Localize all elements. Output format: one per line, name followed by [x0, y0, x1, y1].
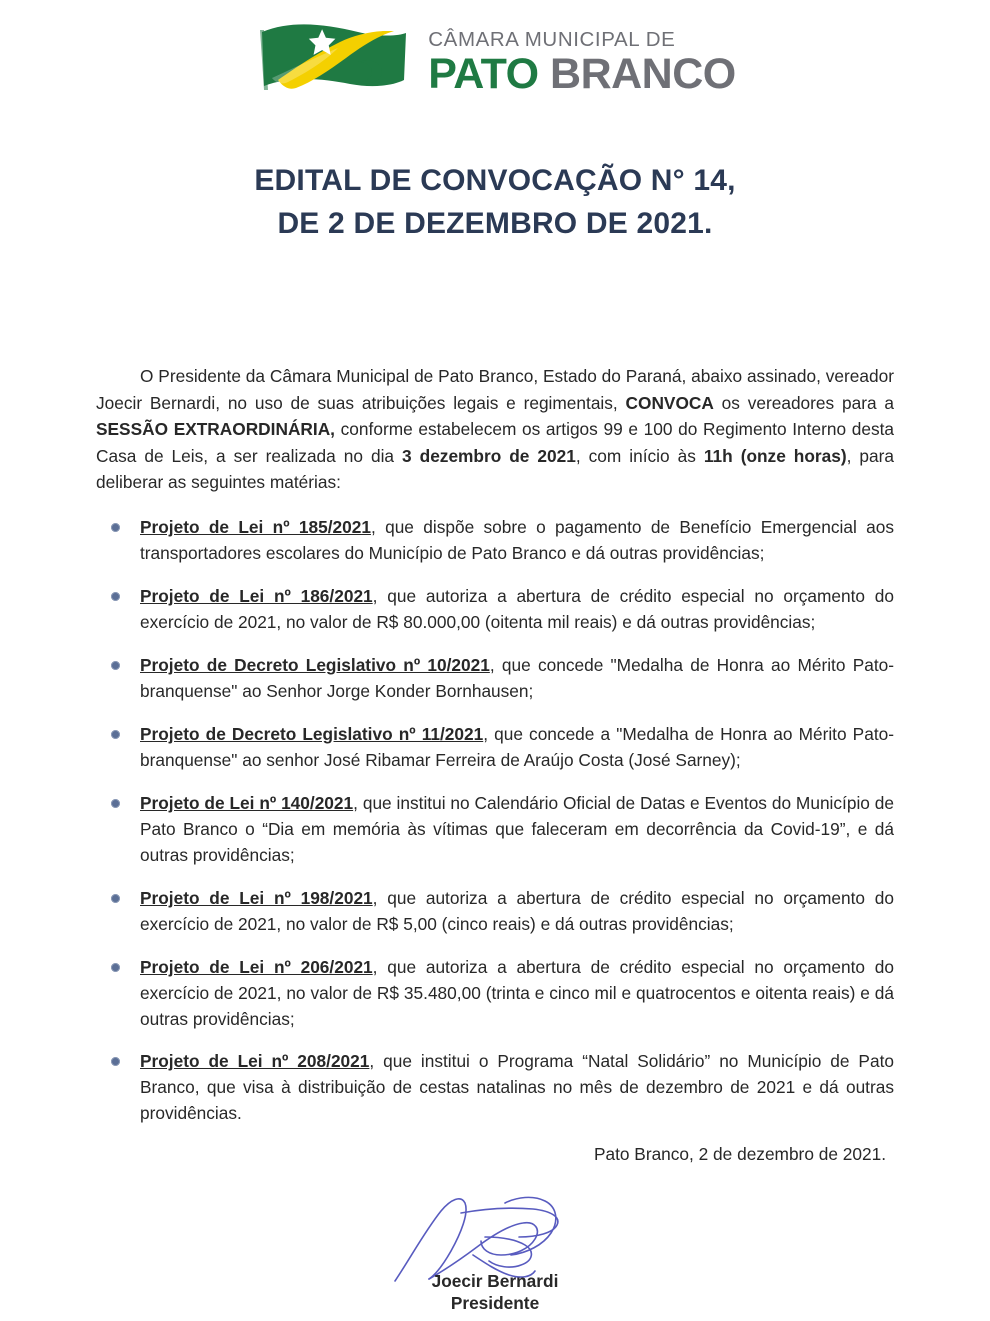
page-title — [0, 160, 990, 245]
intro-seg-7: , com início às — [575, 445, 704, 466]
intro-seg-9: , para deliberar as seguintes matérias: — [96, 445, 895, 492]
list-item-text: , que institui no Calendário Oficial de Datas e Eventos do Município de Pato Branco o “Dia em memória às vítimas que faleceram em decorrência da Covid-19”, e dá outras providências; — [140, 792, 894, 865]
intro-seg-convoca: CONVOCA — [625, 392, 714, 413]
list-item-lead: Projeto de Lei nº 208/2021 — [140, 1051, 370, 1072]
bullet-icon — [111, 894, 120, 903]
intro-seg-date: 3 dezembro de 2021 — [402, 445, 576, 466]
list-item — [96, 653, 894, 705]
list-item-lead: Projeto de Decreto Legislativo nº 10/2021 — [140, 655, 490, 676]
list-item-lead: Projeto de Decreto Legislativo nº 11/2021 — [140, 724, 484, 745]
list-item — [96, 584, 894, 636]
brazilian-state-flag-icon — [254, 18, 414, 110]
list-item-text: , que autoriza a abertura de crédito especial no orçamento do exercício de 2021, no valor de R$ 35.480,00 (trinta e cinco mil e quatrocentos e oitenta reais) e dá outras providências; — [140, 956, 894, 1029]
list-item-lead: Projeto de Lei nº 198/2021 — [140, 887, 373, 908]
bullet-icon — [111, 963, 120, 972]
logo-word-pato: PATO — [428, 49, 539, 98]
list-item-text: , que dispõe sobre o pagamento de Benefício Emergencial aos transportadores escolares do Município de Pato Branco e dá outras providências; — [140, 517, 894, 564]
intro-seg-time: 11h (onze horas) — [703, 445, 847, 466]
list-item-text: , que institui o Programa “Natal Solidário” no Município de Pato Branco, que visa à distribuição de cestas natalinas no mês de dezembro de 2021 e dá outras providências. — [140, 1051, 894, 1124]
bullet-icon — [111, 1057, 120, 1066]
bullet-icon — [111, 523, 120, 532]
bullet-icon — [111, 592, 120, 601]
bullet-icon — [111, 661, 120, 670]
logo-word-branco: BRANCO — [550, 49, 736, 98]
document-body — [96, 363, 894, 1321]
agenda-list — [96, 515, 894, 1127]
list-item-lead: Projeto de Lei nº 206/2021 — [140, 956, 373, 977]
intro-seg-3: os vereadores para a — [713, 392, 894, 413]
list-item — [96, 722, 894, 774]
list-item-text: , que concede a "Medalha de Honra ao Mérito Pato-branquense" ao senhor José Ribamar Ferreira de Araújo Costa (José Sarney); — [140, 724, 894, 771]
intro-seg-1: O Presidente da Câmara Municipal de Pato Branco, Estado do Paraná, abaixo assinado, vereador Joecir Bernardi, no uso de suas atribuições legais e regimentais, — [96, 366, 894, 413]
intro-seg-5: conforme estabelecem os artigos 99 e 100 do Regimento Interno desta Casa de Leis, a ser realizada no dia — [96, 419, 895, 466]
list-item — [96, 955, 894, 1033]
intro-seg-sessao: SESSÃO EXTRAORDINÁRIA, — [96, 419, 335, 440]
bullet-icon — [111, 730, 120, 739]
list-item-lead: Projeto de Lei nº 140/2021 — [140, 792, 354, 813]
page-title-line-2: DE 2 DE DEZEMBRO DE 2021. — [277, 206, 713, 240]
list-item — [96, 886, 894, 938]
list-item-text: , que autoriza a abertura de crédito especial no orçamento do exercício de 2021, no valor de R$ 5,00 (cinco reais) e dá outras providências; — [140, 887, 894, 934]
bullet-icon — [111, 799, 120, 808]
logo-line-camara: CÂMARA MUNICIPAL DE — [428, 28, 676, 52]
signature-name: Joecir Bernardi — [431, 1271, 559, 1292]
list-item-lead: Projeto de Lei nº 185/2021 — [140, 517, 371, 538]
list-item — [96, 791, 894, 869]
page-title-line-1: EDITAL DE CONVOCAÇÃO N° 14, — [254, 164, 736, 197]
list-item-text: , que concede "Medalha de Honra ao Mérito Pato-branquense" ao Senhor Jorge Konder Bornhausen; — [140, 655, 894, 702]
intro-paragraph — [96, 363, 894, 495]
logo-wordmark — [428, 30, 735, 98]
logo-line-city — [428, 49, 736, 98]
signature-role: Presidente — [450, 1293, 540, 1314]
list-item-text: , que autoriza a abertura de crédito especial no orçamento do exercício de 2021, no valor de R$ 80.000,00 (oitenta mil reais) e dá outras providências; — [140, 586, 894, 633]
list-item-lead: Projeto de Lei nº 186/2021 — [140, 586, 373, 607]
place-and-date: Pato Branco, 2 de dezembro de 2021. — [593, 1144, 886, 1165]
list-item — [96, 515, 894, 567]
signature-block — [96, 1191, 894, 1321]
list-item — [96, 1049, 894, 1127]
document-header — [0, 0, 990, 110]
